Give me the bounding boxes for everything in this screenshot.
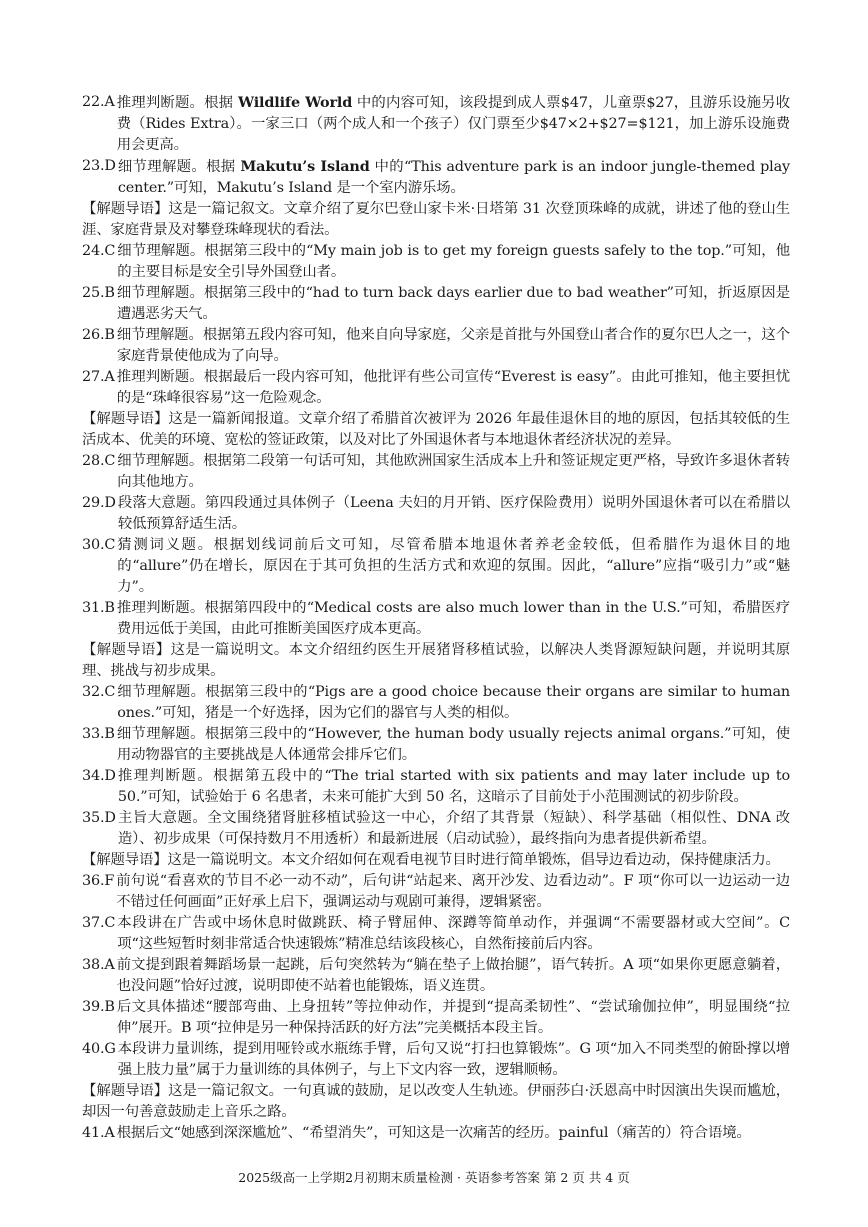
answer-explanation: 细节理解题。根据第三段中的“However, the human body usually rejects animal organs.”可知，使用动物器官的主要挑战是人体通常会排斥它们。 xyxy=(116,726,790,763)
answer-number: 26.B xyxy=(82,327,115,343)
answer-explanation: 细节理解题。根据第三段中的“My main job is to get my foreign guests safely to the top.”可知，他的主要目标是安全引导外国登山者。 xyxy=(117,243,790,280)
answer-item xyxy=(82,367,790,409)
answer-explanation: 猜测词义题。根据划线词前后文可知，尽管希腊本地退休者养老金较低，但希腊作为退休目的地的“allure”仍在增长，原因在于其可负担的生活方式和欢迎的氛围。因此，“allure”应指“吸引力”或“魅力”。 xyxy=(117,537,790,595)
answer-explanation: 细节理解题。根据第二段第一句话可知，其他欧洲国家生活成本上升和签证规定更严格，导致许多退休者转向其他地方。 xyxy=(117,453,790,490)
answer-number: 25.B xyxy=(82,285,115,301)
answer-explanation: 细节理解题。根据第三段中的“Pigs are a good choice because their organs are similar to human ones.”可知，猪是一个好选择，因为它们的器官与人类的相似。 xyxy=(117,684,790,721)
answer-number: 22.A xyxy=(82,94,115,110)
answer-explanation: 推理判断题。根据第五段中的“The trial started with six patients and may later include up to 50.”可知，试验始于 6 名患者，未来可能扩大到 50 名，这暗示了目前处于小范围测试的初步阶段。 xyxy=(117,768,790,805)
answer-item xyxy=(82,598,790,640)
answer-item xyxy=(82,493,790,535)
answer-item xyxy=(82,451,790,493)
answer-number: 24.C xyxy=(82,243,116,259)
reading-guide-paragraph: 【解题导语】这是一篇说明文。本文介绍如何在观看电视节目时进行简单锻炼，倡导边看边动，保持健康活力。 xyxy=(82,852,780,868)
answer-item xyxy=(82,241,790,283)
answer-explanation: 前文提到跟着舞蹈场景一起跳，后句突然转为“躺在垫子上做抬腿”，语气转折。A 项“如果你更愿意躺着，也没问题”恰好过渡，说明即使不站着也能锻炼，语义连贯。 xyxy=(116,957,790,994)
answer-number: 32.C xyxy=(82,684,116,700)
answer-explanation: 段落大意题。第四段通过具体例子（Leena 夫妇的月开销、医疗保险费用）说明外国退休者可以在希腊以较低预算舒适生活。 xyxy=(117,495,790,532)
answer-item xyxy=(82,325,790,367)
answer-explanation: 根据后文“她感到深深尴尬”、“希望消失”，可知这是一次痛苦的经历。painful（痛苦的）符合语境。 xyxy=(116,1125,751,1141)
answer-explanation: 主旨大意题。全文围绕猪肾脏移植试验这一中心，介绍了其背景（短缺）、科学基础（相似性、DNA 改造）、初步成果（可保持数月不用透析）和最新进展（启动试验），最终指向为患者提供新希望。 xyxy=(117,810,790,847)
answer-number: 33.B xyxy=(82,726,115,742)
answer-number: 30.C xyxy=(82,537,116,553)
answer-document xyxy=(82,92,790,1144)
answer-number: 28.C xyxy=(82,453,116,469)
reading-guide-paragraph: 【解题导语】这是一篇说明文。本文介绍纽约医生开展猪肾移植试验，以解决人类肾源短缺问题，并说明其原理、挑战与初步成果。 xyxy=(82,642,790,679)
answer-explanation: 推理判断题。根据最后一段内容可知，他批评有些公司宣传“Everest is easy”。由此可推知，他主要担忧的是“珠峰很容易”这一危险观念。 xyxy=(116,369,790,406)
answer-number: 34.D xyxy=(82,768,116,784)
answer-item xyxy=(82,871,790,913)
answer-item xyxy=(82,724,790,766)
answer-number: 27.A xyxy=(82,369,115,385)
answer-item xyxy=(82,535,790,598)
answer-explanation: 推理判断题。根据第四段中的“Medical costs are also much lower than in the U.S.”可知，希腊医疗费用远低于美国，由此可推断美国医疗成本更高。 xyxy=(116,600,790,637)
answer-explanation: 推理判断题。根据 Wildlife World 中的内容可知，该段提到成人票$47，儿童票$27，且游乐设施另收费（Rides Extra）。一家三口（两个成人和一个孩子）仅门票至少$47×2+$27=$121，加上游乐设施费用会更高。 xyxy=(116,94,790,153)
answer-explanation: 本段讲力量训练，提到用哑铃或水瓶练手臂，后句又说“打扫也算锻炼”。G 项“加入不同类型的俯卧撑以增强上肢力量”属于力量训练的具体例子，与上下文内容一致，逻辑顺畅。 xyxy=(117,1041,790,1078)
reading-guide-paragraph: 【解题导语】这是一篇记叙文。一句真诚的鼓励，足以改变人生轨迹。伊丽莎白·沃恩高中时因演出失误而尴尬，却因一句善意鼓励走上音乐之路。 xyxy=(82,1083,790,1120)
answer-number: 41.A xyxy=(82,1125,115,1141)
answer-number: 38.A xyxy=(82,957,115,973)
answer-item xyxy=(82,766,790,808)
reading-guide-paragraph: 【解题导语】这是一篇记叙文。文章介绍了夏尔巴登山家卡米·日塔第 31 次登顶珠峰的成就，讲述了他的登山生涯、家庭背景及对攀登珠峰现状的看法。 xyxy=(82,201,790,238)
answer-number: 23.D xyxy=(82,158,116,174)
answer-explanation: 前句说“看喜欢的节目不必一动不动”，后句讲“站起来、离开沙发、边看边动”。F 项“你可以一边运动一边不错过任何画面”正好承上启下，强调运动与观剧可兼得，逻辑紧密。 xyxy=(116,873,790,910)
answer-number: 31.B xyxy=(82,600,115,616)
answer-item xyxy=(82,283,790,325)
answer-number: 40.G xyxy=(82,1041,116,1057)
answer-number: 37.C xyxy=(82,915,116,931)
answer-item xyxy=(82,913,790,955)
answer-item xyxy=(82,1039,790,1081)
answer-item xyxy=(82,682,790,724)
answer-item xyxy=(82,808,790,850)
answer-item xyxy=(82,955,790,997)
answer-explanation: 细节理解题。根据第五段内容可知，他来自向导家庭，父亲是首批与外国登山者合作的夏尔巴人之一，这个家庭背景使他成为了向导。 xyxy=(116,327,790,364)
answer-explanation: 细节理解题。根据 Makutu’s Island 中的“This adventure park is an indoor jungle-themed play center.”可知，Makutu’s Island 是一个室内游乐场。 xyxy=(117,158,790,196)
reading-guide-paragraph: 【解题导语】这是一篇新闻报道。文章介绍了希腊首次被评为 2026 年最佳退休目的地的原因，包括其较低的生活成本、优美的环境、宽松的签证政策，以及对比了外国退休者与本地退休者经济状况的差异。 xyxy=(82,411,790,448)
answer-item xyxy=(82,92,790,156)
answer-item xyxy=(82,997,790,1039)
answer-item xyxy=(82,1123,790,1144)
answer-explanation: 细节理解题。根据第三段中的“had to turn back days earlier due to bad weather”可知，折返原因是遭遇恶劣天气。 xyxy=(116,285,790,322)
answer-item xyxy=(82,156,790,199)
answer-explanation: 本段讲在广告或中场休息时做跳跃、椅子臂屈伸、深蹲等简单动作，并强调“不需要器材或大空间”。C 项“这些短暂时刻非常适合快速锻炼”精准总结该段核心，自然衔接前后内容。 xyxy=(117,915,790,952)
answer-number: 35.D xyxy=(82,810,116,826)
answer-number: 36.F xyxy=(82,873,115,889)
answer-explanation: 后文具体描述“腰部弯曲、上身扭转”等拉伸动作，并提到“提高柔韧性”、“尝试瑜伽拉伸”，明显围绕“拉伸”展开。B 项“拉伸是另一种保持活跃的好方法”完美概括本段主旨。 xyxy=(116,999,790,1036)
page-footer: 2025级高一上学期2月初期末质量检测 · 英语参考答案 第 2 页 共 4 页 xyxy=(238,1170,630,1185)
answer-number: 29.D xyxy=(82,495,116,511)
answer-number: 39.B xyxy=(82,999,115,1015)
